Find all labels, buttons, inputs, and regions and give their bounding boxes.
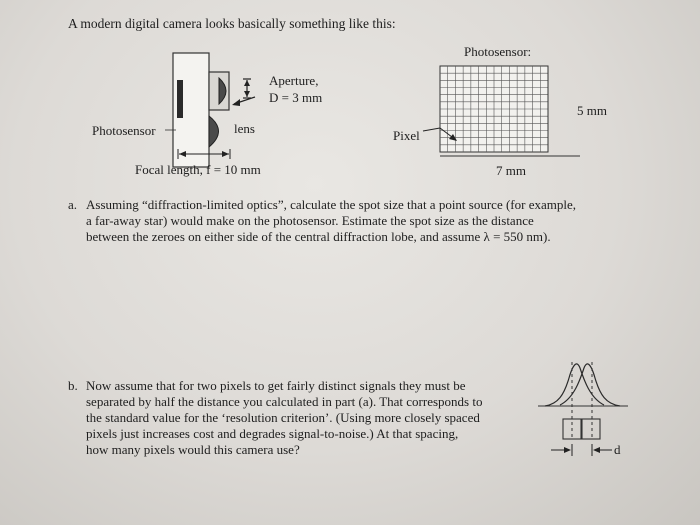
aperture-label: Aperture,	[269, 73, 319, 88]
d-dimension-icon	[551, 444, 612, 456]
pixel-label: Pixel	[393, 128, 420, 143]
part-a-text: Assuming “diffraction-limited optics”, calculate the spot size that a point source (for example, a far-away star) would make on the photosensor. Estimate the spot size as the distance between the zeroes on either side of the central diffraction lobe, and assume λ = 550 nm).	[86, 197, 576, 244]
part-a-marker: a.	[68, 197, 78, 212]
part-b-text: Now assume that for two pixels to get fairly distinct signals they must be separated by half the distance you calculated in part (a). That corresponds to the standard value for the ‘resolution criterion’. (Using more closely spaced pixels just increases cost and degrades signal-to-noise.) At that spacing, how many pixels would this camera use?	[86, 378, 483, 457]
aperture-value: D = 3 mm	[269, 90, 323, 105]
focal-length-label: Focal length, f = 10 mm	[135, 162, 261, 177]
photosensor-label: Photosensor	[92, 123, 156, 138]
pixel-right	[582, 419, 600, 439]
sensor-height-label: 5 mm	[577, 103, 607, 118]
diffraction-peak-right	[560, 364, 620, 406]
d-label: d	[614, 442, 621, 457]
lens-label: lens	[234, 121, 255, 136]
sensor-width-label: 7 mm	[496, 163, 526, 178]
intro-text: A modern digital camera looks basically something like this:	[68, 16, 396, 31]
part-b-marker: b.	[68, 378, 78, 393]
sensor-title: Photosensor:	[464, 44, 532, 59]
diffraction-peak-left	[545, 364, 604, 406]
